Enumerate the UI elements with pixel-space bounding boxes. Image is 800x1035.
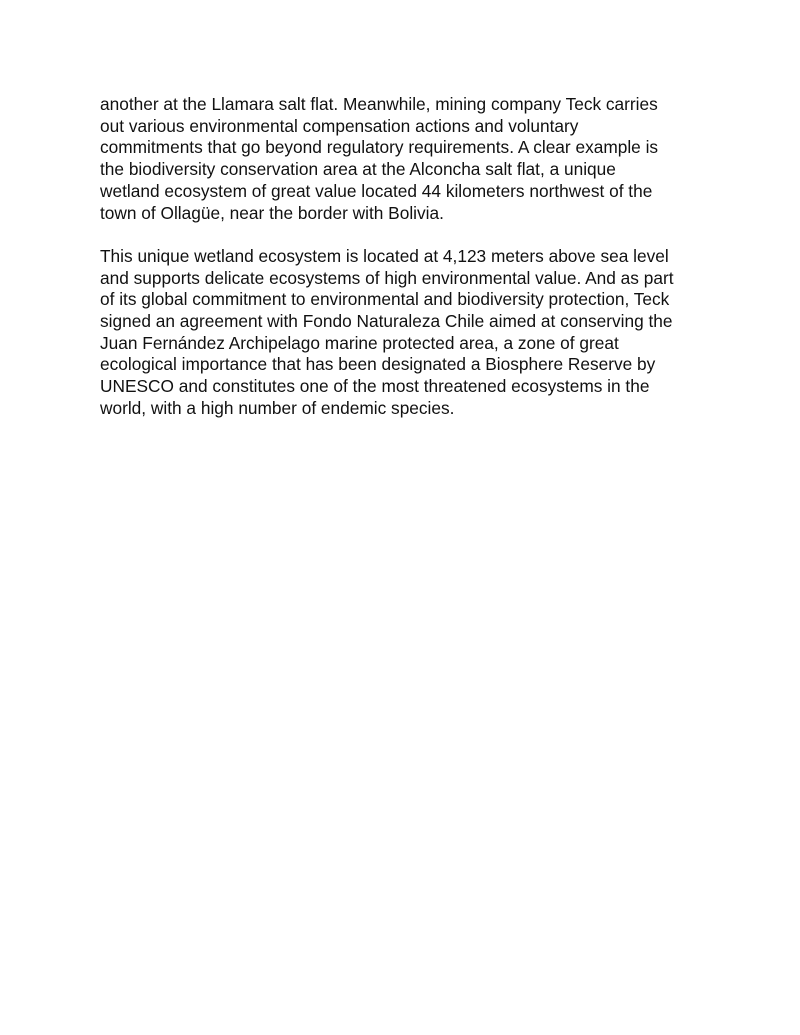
paragraph-line: UNESCO and constitutes one of the most threatened ecosystems in the [100, 376, 650, 397]
paragraph-line: signed an agreement with Fondo Naturaleza Chile aimed at conserving the [100, 311, 673, 332]
paragraph-line: Juan Fernández Archipelago marine protected area, a zone of great [100, 332, 619, 353]
paragraph-line: and supports delicate ecosystems of high environmental value. And as part [100, 267, 674, 288]
paragraph-1 [100, 94, 700, 224]
paragraph-line: town of Ollagüe, near the border with Bolivia. [100, 202, 444, 223]
document-body [100, 94, 700, 420]
paragraph-2 [100, 246, 700, 420]
paragraph-line: out various environmental compensation actions and voluntary [100, 115, 579, 136]
paragraph-line: another at the Llamara salt flat. Meanwhile, mining company Teck carries [100, 94, 658, 114]
paragraph-line: world, with a high number of endemic species. [100, 397, 455, 418]
paragraph-line: commitments that go beyond regulatory requirements. A clear example is [100, 137, 659, 158]
paragraph-line: This unique wetland ecosystem is located at 4,123 meters above sea level [100, 245, 669, 266]
paragraph-line: the biodiversity conservation area at the Alconcha salt flat, a unique [100, 159, 616, 180]
paragraph-line: of its global commitment to environmental and biodiversity protection, Teck [100, 289, 670, 310]
paragraph-line: wetland ecosystem of great value located 44 kilometers northwest of the [100, 180, 653, 201]
paragraph-line: ecological importance that has been designated a Biosphere Reserve by [100, 354, 656, 375]
